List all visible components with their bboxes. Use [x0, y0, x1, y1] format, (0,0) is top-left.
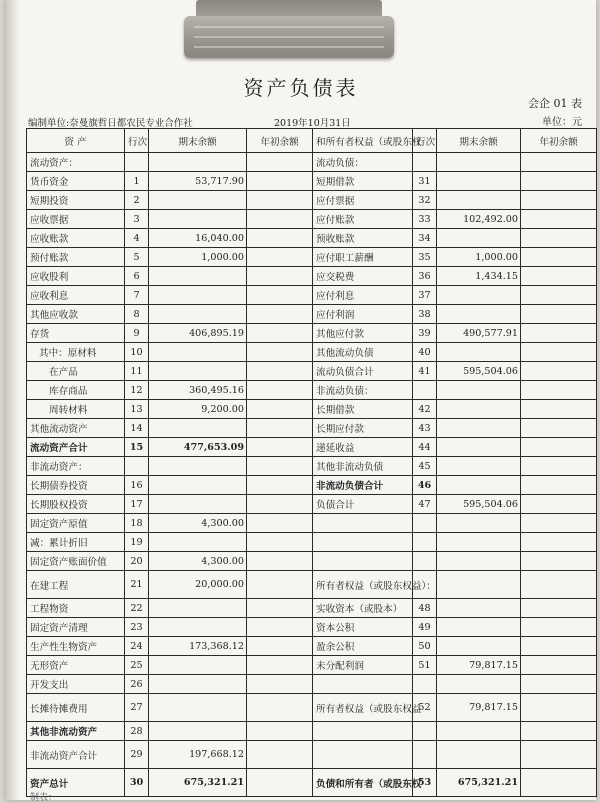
liab-name	[313, 552, 413, 571]
liab-end: 595,504.06	[437, 362, 521, 381]
liab-end	[437, 618, 521, 637]
asset-end	[149, 267, 247, 286]
asset-line: 26	[125, 675, 149, 694]
asset-name: 开发支出	[27, 675, 125, 694]
asset-name: 资产总计	[27, 769, 125, 797]
liab-end	[437, 172, 521, 191]
liab-end	[437, 476, 521, 495]
liab-line: 31	[413, 172, 437, 191]
liab-end	[437, 153, 521, 172]
asset-line: 27	[125, 694, 149, 722]
footer-label: 制表：	[30, 793, 58, 803]
col-liabilities: 和所有者权益（或股东权	[313, 129, 413, 153]
asset-name: 货币资金	[27, 172, 125, 191]
asset-end	[149, 599, 247, 618]
asset-name: 应收股利	[27, 267, 125, 286]
table-row	[27, 229, 597, 248]
balance-sheet-table	[26, 128, 597, 797]
asset-end: 173,368.12	[149, 637, 247, 656]
liab-line: 51	[413, 656, 437, 675]
asset-line: 4	[125, 229, 149, 248]
asset-line: 15	[125, 438, 149, 457]
table-row	[27, 191, 597, 210]
liab-end	[437, 722, 521, 741]
asset-end: 197,668.12	[149, 741, 247, 769]
liab-name: 所有者权益（或股东权益	[313, 694, 413, 722]
liab-end	[437, 599, 521, 618]
col-line: 行次	[125, 129, 149, 153]
liab-name: 所有者权益（或股东权益）：	[313, 571, 413, 599]
table-row	[27, 324, 597, 343]
liab-name: 长期应付款	[313, 419, 413, 438]
liab-name	[313, 722, 413, 741]
liab-line	[413, 153, 437, 172]
asset-end	[149, 675, 247, 694]
table-row	[27, 637, 597, 656]
asset-line: 6	[125, 267, 149, 286]
asset-line: 13	[125, 400, 149, 419]
liab-end	[437, 400, 521, 419]
asset-end	[149, 343, 247, 362]
clipboard-clip	[184, 16, 394, 58]
table-row	[27, 495, 597, 514]
asset-name: 长期债券投资	[27, 476, 125, 495]
asset-end	[149, 694, 247, 722]
liab-line: 35	[413, 248, 437, 267]
asset-name: 应收账款	[27, 229, 125, 248]
liab-line: 34	[413, 229, 437, 248]
asset-name: 存货	[27, 324, 125, 343]
asset-end	[149, 305, 247, 324]
liab-name	[313, 514, 413, 533]
asset-name: 非流动资产合计	[27, 741, 125, 769]
liab-line: 43	[413, 419, 437, 438]
asset-name: 工程物资	[27, 599, 125, 618]
liab-name: 流动负债：	[313, 153, 413, 172]
col-assets: 资 产	[27, 129, 125, 153]
liab-end: 79,817.15	[437, 694, 521, 722]
asset-end: 16,040.00	[149, 229, 247, 248]
col-end-balance-2: 期末余额	[437, 129, 521, 153]
liab-name: 非流动负债合计	[313, 476, 413, 495]
asset-line: 9	[125, 324, 149, 343]
liab-line: 48	[413, 599, 437, 618]
liab-name: 资本公积	[313, 618, 413, 637]
liab-line: 46	[413, 476, 437, 495]
table-row	[27, 267, 597, 286]
table-row	[27, 305, 597, 324]
liab-end: 595,504.06	[437, 495, 521, 514]
liab-name: 实收资本（或股本）	[313, 599, 413, 618]
liab-name	[313, 533, 413, 552]
asset-end: 406,895.19	[149, 324, 247, 343]
liab-line: 41	[413, 362, 437, 381]
asset-end	[149, 457, 247, 476]
asset-name: 生产性生物资产	[27, 637, 125, 656]
unit-label: 单位：元	[542, 117, 582, 128]
asset-name: 其中：原材料	[27, 343, 125, 362]
asset-end: 53,717.90	[149, 172, 247, 191]
asset-end: 4,300.00	[149, 552, 247, 571]
asset-line: 10	[125, 343, 149, 362]
asset-line: 11	[125, 362, 149, 381]
table-row	[27, 656, 597, 675]
asset-line: 14	[125, 419, 149, 438]
asset-end: 477,653.09	[149, 438, 247, 457]
col-end-balance: 期末余额	[149, 129, 247, 153]
asset-name: 其他应收款	[27, 305, 125, 324]
asset-name: 周转材料	[27, 400, 125, 419]
asset-line: 28	[125, 722, 149, 741]
liab-end: 1,000.00	[437, 248, 521, 267]
table-row	[27, 419, 597, 438]
table-row	[27, 286, 597, 305]
asset-name: 固定资产清理	[27, 618, 125, 637]
asset-line: 18	[125, 514, 149, 533]
liab-name: 应交税费	[313, 267, 413, 286]
asset-end: 20,000.00	[149, 571, 247, 599]
liab-line: 47	[413, 495, 437, 514]
liab-line: 49	[413, 618, 437, 637]
report-date: 2019年10月31日	[274, 118, 351, 129]
asset-line: 24	[125, 637, 149, 656]
asset-name: 长摊待摊费用	[27, 694, 125, 722]
liab-name	[313, 741, 413, 769]
table-header-row	[27, 129, 597, 153]
asset-name: 固定资产原值	[27, 514, 125, 533]
liab-end	[437, 191, 521, 210]
asset-name: 库存商品	[27, 381, 125, 400]
asset-line: 7	[125, 286, 149, 305]
liab-end	[437, 533, 521, 552]
asset-name: 在产品	[27, 362, 125, 381]
liab-line: 53	[413, 769, 437, 797]
liab-end	[437, 741, 521, 769]
table-row	[27, 675, 597, 694]
col-begin-balance: 年初余额	[247, 129, 313, 153]
asset-name: 流动资产：	[27, 153, 125, 172]
asset-line: 25	[125, 656, 149, 675]
liab-end	[437, 514, 521, 533]
liab-end	[437, 571, 521, 599]
liab-line: 52	[413, 694, 437, 722]
asset-end: 675,321.21	[149, 769, 247, 797]
liab-name: 长期借款	[313, 400, 413, 419]
liab-name: 非流动负债：	[313, 381, 413, 400]
table-row	[27, 210, 597, 229]
liab-line: 45	[413, 457, 437, 476]
asset-end	[149, 286, 247, 305]
liab-line	[413, 514, 437, 533]
table-row	[27, 343, 597, 362]
liab-name: 流动负债合计	[313, 362, 413, 381]
asset-line	[125, 153, 149, 172]
asset-name: 流动资产合计	[27, 438, 125, 457]
table-row	[27, 741, 597, 769]
asset-line: 12	[125, 381, 149, 400]
table-row	[27, 172, 597, 191]
col-begin-balance-2: 年初余额	[521, 129, 597, 153]
liab-name: 盈余公积	[313, 637, 413, 656]
asset-end	[149, 656, 247, 675]
liab-line: 32	[413, 191, 437, 210]
liab-line: 50	[413, 637, 437, 656]
liab-name: 应付票据	[313, 191, 413, 210]
asset-end	[149, 495, 247, 514]
asset-line: 5	[125, 248, 149, 267]
liab-line	[413, 722, 437, 741]
liab-name: 其他非流动负债	[313, 457, 413, 476]
asset-line: 2	[125, 191, 149, 210]
asset-line: 23	[125, 618, 149, 637]
asset-end	[149, 476, 247, 495]
asset-name: 应收利息	[27, 286, 125, 305]
liab-end: 79,817.15	[437, 656, 521, 675]
liab-name: 未分配利润	[313, 656, 413, 675]
asset-name: 其他流动资产	[27, 419, 125, 438]
table-row	[27, 571, 597, 599]
page-shadow	[6, 0, 20, 800]
liab-end	[437, 675, 521, 694]
liab-end	[437, 457, 521, 476]
liab-name: 应付利息	[313, 286, 413, 305]
liab-line: 33	[413, 210, 437, 229]
asset-name: 长期股权投资	[27, 495, 125, 514]
liab-end: 102,492.00	[437, 210, 521, 229]
liab-line: 36	[413, 267, 437, 286]
asset-line: 3	[125, 210, 149, 229]
liab-line	[413, 381, 437, 400]
table-row	[27, 457, 597, 476]
table-row	[27, 618, 597, 637]
liab-name: 预收账款	[313, 229, 413, 248]
liab-line: 44	[413, 438, 437, 457]
asset-end	[149, 362, 247, 381]
asset-name: 短期投资	[27, 191, 125, 210]
liab-end	[437, 381, 521, 400]
table-row	[27, 694, 597, 722]
table-row	[27, 248, 597, 267]
asset-end: 1,000.00	[149, 248, 247, 267]
table-row	[27, 438, 597, 457]
asset-end	[149, 618, 247, 637]
document-paper	[6, 0, 596, 803]
asset-line	[125, 457, 149, 476]
liab-line	[413, 552, 437, 571]
asset-name: 其他非流动资产	[27, 722, 125, 741]
asset-name: 固定资产账面价值	[27, 552, 125, 571]
table-row	[27, 722, 597, 741]
table-row	[27, 476, 597, 495]
asset-name: 应收票据	[27, 210, 125, 229]
asset-line: 17	[125, 495, 149, 514]
asset-name: 非流动资产：	[27, 457, 125, 476]
asset-line: 8	[125, 305, 149, 324]
liab-line	[413, 741, 437, 769]
liab-name: 负债和所有者（或股东权	[313, 769, 413, 797]
liab-name: 负债合计	[313, 495, 413, 514]
liab-line: 42	[413, 400, 437, 419]
asset-end: 9,200.00	[149, 400, 247, 419]
asset-end	[149, 153, 247, 172]
liab-end	[437, 637, 521, 656]
asset-end	[149, 533, 247, 552]
asset-end	[149, 210, 247, 229]
liab-end: 490,577.91	[437, 324, 521, 343]
liab-line: 37	[413, 286, 437, 305]
asset-line: 22	[125, 599, 149, 618]
liab-end	[437, 343, 521, 362]
table-row	[27, 599, 597, 618]
liab-end	[437, 419, 521, 438]
asset-end	[149, 419, 247, 438]
asset-end	[149, 722, 247, 741]
asset-line: 20	[125, 552, 149, 571]
liab-name: 短期借款	[313, 172, 413, 191]
asset-end: 360,495.16	[149, 381, 247, 400]
col-line-2: 行次	[413, 129, 437, 153]
asset-end	[149, 191, 247, 210]
asset-name: 减：累计折旧	[27, 533, 125, 552]
liab-end	[437, 552, 521, 571]
table-row	[27, 533, 597, 552]
asset-end: 4,300.00	[149, 514, 247, 533]
page-title: 资产负债表	[243, 76, 359, 100]
liab-end	[437, 305, 521, 324]
form-code: 会企 01 表	[528, 97, 582, 110]
table-row-total	[27, 769, 597, 797]
liab-name: 递延收益	[313, 438, 413, 457]
table-row	[27, 552, 597, 571]
asset-name: 无形资产	[27, 656, 125, 675]
liab-name: 应付利润	[313, 305, 413, 324]
liab-end	[437, 438, 521, 457]
company-name: 编制单位:奈曼旗哲日都农民专业合作社	[28, 118, 193, 129]
asset-name: 预付账款	[27, 248, 125, 267]
asset-line: 16	[125, 476, 149, 495]
liab-end: 675,321.21	[437, 769, 521, 797]
liab-name: 其他流动负债	[313, 343, 413, 362]
liab-name: 应付账款	[313, 210, 413, 229]
liab-line	[413, 533, 437, 552]
asset-name: 在建工程	[27, 571, 125, 599]
table-row	[27, 514, 597, 533]
liab-end: 1,434.15	[437, 267, 521, 286]
table-row	[27, 381, 597, 400]
liab-end	[437, 229, 521, 248]
liab-end	[437, 286, 521, 305]
liab-name: 应付职工薪酬	[313, 248, 413, 267]
liab-line: 40	[413, 343, 437, 362]
liab-line	[413, 675, 437, 694]
liab-name: 其他应付款	[313, 324, 413, 343]
liab-line: 39	[413, 324, 437, 343]
liab-line: 38	[413, 305, 437, 324]
asset-line: 29	[125, 741, 149, 769]
table-row	[27, 153, 597, 172]
liab-name	[313, 675, 413, 694]
asset-line: 21	[125, 571, 149, 599]
asset-line: 19	[125, 533, 149, 552]
table-row	[27, 400, 597, 419]
table-row	[27, 362, 597, 381]
asset-line: 1	[125, 172, 149, 191]
asset-line: 30	[125, 769, 149, 797]
